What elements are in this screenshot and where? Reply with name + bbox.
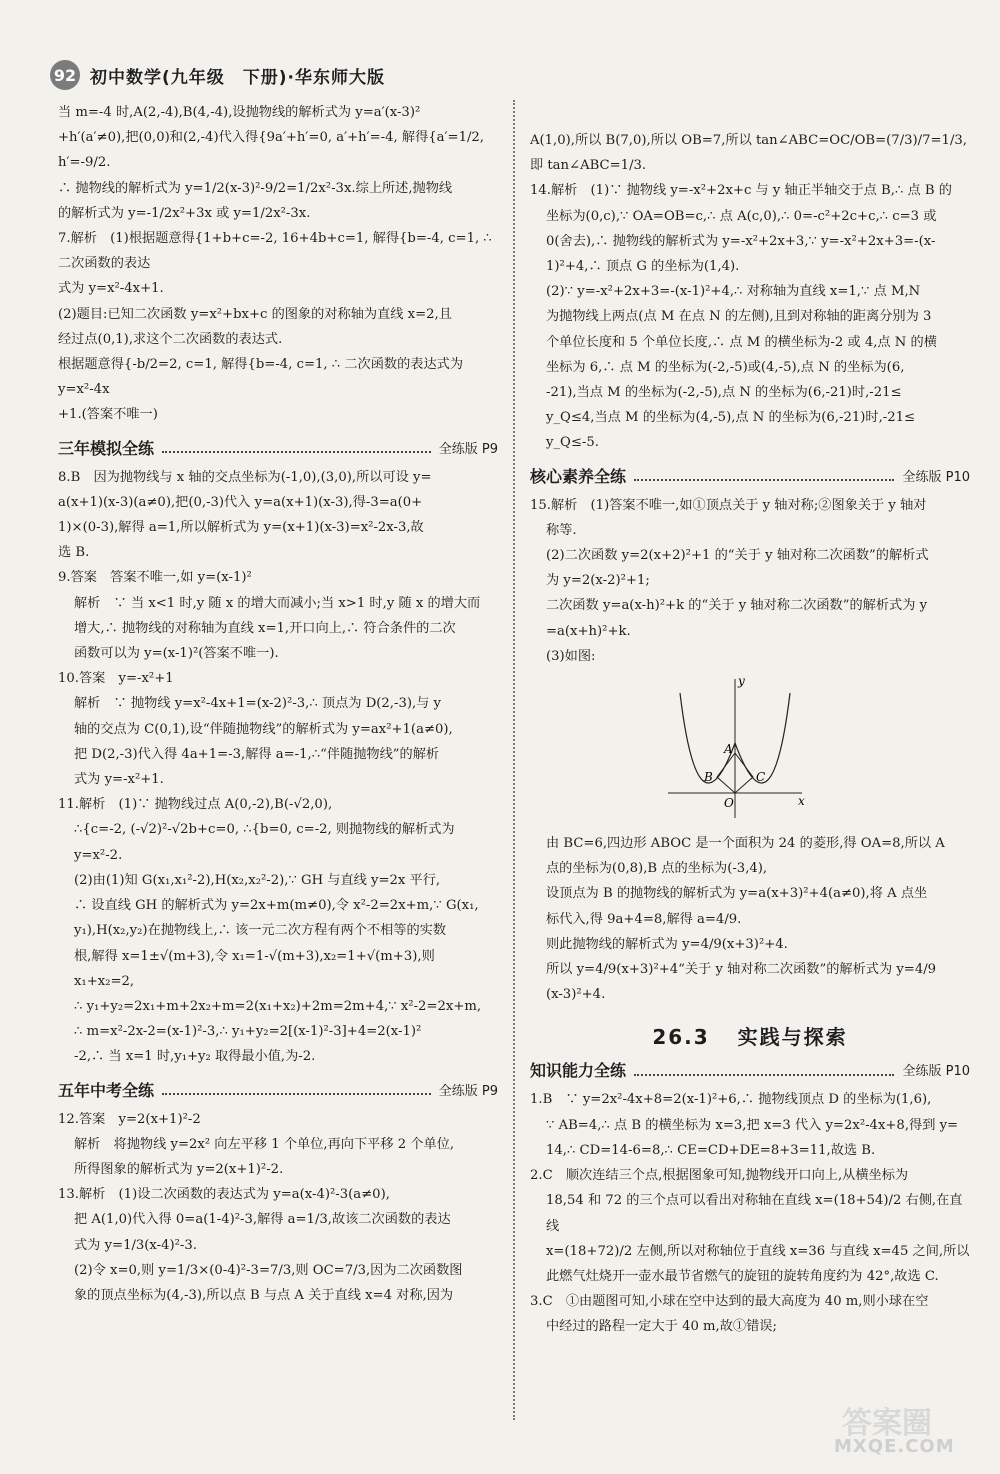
text-line: 选 B.: [58, 545, 90, 561]
text-line: -2,∴ 当 x=1 时,y₁+y₂ 取得最小值,为-2.: [74, 1049, 316, 1065]
text-line: 称等.: [546, 522, 577, 538]
text-line: (2)令 x=0,则 y=1/3×(0-4)²-3=7/3,则 OC=7/3,因为二次函数图: [74, 1262, 463, 1278]
section-dotted-rule: [634, 1064, 894, 1076]
chapter-number: 26.3: [652, 1025, 710, 1050]
text-line: (2)题目:已知二次函数 y=x²+bx+c 的图象的对称轴为直线 x=2,且: [58, 306, 452, 322]
text-line: 象的顶点坐标为(4,-3),所以点 B 与点 A 关于直线 x=4 对称,因为: [74, 1287, 454, 1303]
section-page-ref: 全练版 P9: [438, 1083, 498, 1099]
text-line: 18,54 和 72 的三个点可以看出对称轴在直线 x=(18+54)/2 右侧,在直线: [546, 1193, 963, 1234]
text-line: 点的坐标为(0,8),B 点的坐标为(-3,4),: [546, 861, 768, 877]
text-line: 坐标为(0,c),∵ OA=OB=c,∴ 点 A(c,0),∴ 0=-c²+2c+c,∴ c=3 或: [546, 208, 937, 224]
text-line: y_Q≤4,当点 M 的坐标为(4,-5),点 N 的坐标为(6,-21)时,-21≤: [546, 410, 916, 426]
text-line: 所得图象的解析式为 y=2(x+1)²-2.: [74, 1161, 284, 1177]
point-c-label: C: [756, 770, 766, 785]
text-line: 1)×(0-3),解得 a=1,所以解析式为 y=(x+1)(x-3)=x²-2x-3,故: [58, 520, 424, 536]
text-line: 9.答案 答案不唯一,如 y=(x-1)²: [58, 570, 252, 586]
text-line: 式为 y=1/3(x-4)²-3.: [74, 1237, 197, 1253]
text-line: 根,解得 x=1±√(m+3),令 x₁=1-√(m+3),x₂=1+√(m+3),则 x₁+x₂=2,: [74, 948, 439, 989]
text-line: 则此抛物线的解析式为 y=4/9(x+3)²+4.: [546, 936, 788, 952]
right-column: [530, 128, 970, 1340]
text-line: 解析 将抛物线 y=2x² 向左平移 1 个单位,再向下平移 2 个单位,: [74, 1136, 455, 1152]
section-dotted-rule: [162, 441, 431, 453]
section-page-ref: 全练版 P10: [902, 469, 970, 485]
text-line: 式为 y=-x²+1.: [74, 772, 164, 788]
text-line: a(x+1)(x-3)(a≠0),把(0,-3)代入 y=a(x+1)(x-3),得-3=a(0+: [58, 494, 423, 510]
text-line: 把 D(2,-3)代入得 4a+1=-3,解得 a=-1,∴“伴随抛物线”的解析: [74, 746, 440, 762]
column-divider: [513, 100, 515, 1420]
text-line: ∴ 设直线 GH 的解析式为 y=2x+m(m≠0),令 x²-2=2x+m,∵ G(x₁,: [74, 898, 479, 914]
text-line: 当 m=-4 时,A(2,-4),B(4,-4),设抛物线的解析式为 y=a′(x-3)²: [58, 105, 421, 120]
watermark-url: MXQE.COM: [834, 1436, 955, 1457]
text-line: 的解析式为 y=-1/2x²+3x 或 y=1/2x²-3x.: [58, 205, 311, 221]
page-header: [50, 58, 385, 92]
text-line: 10.答案 y=-x²+1: [58, 671, 174, 687]
text-line: 此燃气灶烧开一壶水最节省燃气的旋钮的旋转角度约为 42°,故选 C.: [546, 1268, 939, 1284]
chapter-heading: [530, 1021, 970, 1050]
section-title: 三年模拟全练: [58, 438, 155, 458]
text-line: +1.(答案不唯一): [58, 407, 158, 423]
text-line: (2)二次函数 y=2(x+2)²+1 的“关于 y 轴对称二次函数”的解析式: [546, 548, 929, 564]
text-line: ∴ y₁+y₂=2x₁+m+2x₂+m=2(x₁+x₂)+2m=2m+4,∵ x²-2=2x+m,: [74, 998, 482, 1014]
x-axis-label: x: [798, 794, 805, 809]
text-line: 所以 y=4/9(x+3)²+4“关于 y 轴对称二次函数”的解析式为 y=4/9: [546, 962, 937, 978]
text-line: ∴{c=-2, (-√2)²-√2b+c=0, ∴{b=0, c=-2, 则抛物线的解析式为 y=x²-2.: [74, 822, 459, 863]
text-line: 8.B 因为抛物线与 x 轴的交点坐标为(-1,0),(3,0),所以可设 y=: [58, 469, 432, 485]
text-line: +h′(a′≠0),把(0,0)和(2,-4)代入得{9a′+h′=0, a′+h′=-4, 解得{a′=1/2, h′=-9/2.: [58, 130, 489, 171]
text-line: (2)由(1)知 G(x₁,x₁²-2),H(x₂,x₂²-2),∵ GH 与直线 y=2x 平行,: [74, 872, 441, 888]
text-line: 中经过的路程一定大于 40 m,故①错误;: [546, 1319, 777, 1335]
text-line: 把 A(1,0)代入得 0=a(1-4)²-3,解得 a=1/3,故该二次函数的表达: [74, 1212, 451, 1228]
text-line: 3.C ①由题图可知,小球在空中达到的最大高度为 40 m,则小球在空: [530, 1294, 929, 1310]
page-number: 92: [50, 60, 80, 90]
section-title: 五年中考全练: [58, 1080, 155, 1100]
text-line: -21),当点 M 的坐标为(-2,-5),点 N 的坐标为(6,-21)时,-21≤: [546, 385, 902, 401]
section-heading: [530, 464, 970, 487]
text-line: ∴ 抛物线的解析式为 y=1/2(x-3)²-9/2=1/2x²-3x.综上所述,抛物线: [58, 180, 453, 196]
text-line: 0(舍去),∴ 抛物线的解析式为 y=-x²+2x+3,∵ y=-x²+2x+3=-(x-: [546, 233, 936, 249]
text-line: 标代入,得 9a+4=8,解得 a=4/9.: [546, 911, 742, 927]
text-line: 7.解析 (1)根据题意得{1+b+c=-2, 16+4b+c=1, 解得{b=-4, c=1, ∴ 二次函数的表达: [58, 231, 496, 272]
text-line: 解析 ∵ 当 x<1 时,y 随 x 的增大而减小;当 x>1 时,y 随 x 的增大而: [74, 595, 481, 611]
text-line: 经过点(0,1),求这个二次函数的表达式.: [58, 331, 283, 347]
parabola-figure: [660, 673, 810, 823]
text-line: 12.答案 y=2(x+1)²-2: [58, 1111, 201, 1127]
chapter-title: 实践与探索: [737, 1025, 848, 1050]
book-title: 初中数学(九年级 下册)·华东师大版: [90, 67, 385, 88]
left-column: [58, 100, 498, 1308]
section-page-ref: 全练版 P9: [438, 441, 498, 457]
point-b-label: B: [704, 770, 713, 785]
text-line: (2)∵ y=-x²+2x+3=-(x-1)²+4,∴ 对称轴为直线 x=1,∵ 点 M,N: [546, 284, 921, 300]
text-line: 设顶点为 B 的抛物线的解析式为 y=a(x+3)²+4(a≠0),将 A 点坐: [546, 886, 928, 902]
text-line: 为 y=2(x-2)²+1;: [546, 573, 650, 589]
text-line: 14.解析 (1)∵ 抛物线 y=-x²+2x+c 与 y 轴正半轴交于点 B,∴ 点 B 的: [530, 183, 952, 199]
section-heading: [58, 1078, 498, 1101]
text-line: 解析 ∵ 抛物线 y=x²-4x+1=(x-2)²-3,∴ 顶点为 D(2,-3),与 y: [74, 696, 442, 712]
section-heading: [58, 436, 498, 459]
watermark-text: 答案圈: [842, 1406, 932, 1441]
y-axis-label: y: [738, 674, 745, 689]
text-line: ∵ AB=4,∴ 点 B 的横坐标为 x=3,把 x=3 代入 y=2x²-4x+8,得到 y=: [546, 1117, 959, 1133]
section-page-ref: 全练版 P10: [902, 1064, 970, 1080]
text-line: 14,∴ CD=14-6=8,∴ CE=CD+DE=8+3=11,故选 B.: [546, 1142, 876, 1158]
text-line: ∴ m=x²-2x-2=(x-1)²-3,∴ y₁+y₂=2[(x-1)²-3]+4=2(x-1)²: [74, 1024, 422, 1040]
text-line: 2.C 顺次连结三个点,根据图象可知,抛物线开口向上,从横坐标为: [530, 1168, 909, 1184]
section-heading: [530, 1058, 970, 1081]
section-title: 核心素养全练: [530, 466, 627, 486]
text-line: 为抛物线上两点(点 M 在点 N 的左侧),且到对称轴的距离分别为 3: [546, 309, 932, 325]
text-line: (x-3)²+4.: [546, 987, 606, 1003]
text-line: 由 BC=6,四边形 ABOC 是一个面积为 24 的菱形,得 OA=8,所以 A: [546, 836, 945, 852]
text-line: 函数可以为 y=(x-1)²(答案不唯一).: [74, 646, 279, 662]
text-line: 11.解析 (1)∵ 抛物线过点 A(0,-2),B(-√2,0),: [58, 797, 333, 813]
section-dotted-rule: [634, 469, 894, 481]
text-line: 增大,∴ 抛物线的对称轴为直线 x=1,开口向上,∴ 符合条件的二次: [74, 620, 456, 636]
section-title: 知识能力全练: [530, 1061, 627, 1081]
text-line: 轴的交点为 C(0,1),设“伴随抛物线”的解析式为 y=ax²+1(a≠0),: [74, 721, 453, 737]
text-line: A(1,0),所以 B(7,0),所以 OB=7,所以 tan∠ABC=OC/OB=(7/3)/7=1/3,: [530, 133, 967, 148]
origin-label: O: [724, 796, 734, 811]
figure-container: [660, 673, 970, 827]
text-line: 13.解析 (1)设二次函数的表达式为 y=a(x-4)²-3(a≠0),: [58, 1187, 390, 1203]
text-line: 1.B ∵ y=2x²-4x+8=2(x-1)²+6,∴ 抛物线顶点 D 的坐标为(1,6),: [530, 1092, 932, 1108]
text-line: (3)如图:: [546, 648, 596, 664]
text-line: 坐标为 6,∴ 点 M 的坐标为(-2,-5)或(4,-5),点 N 的坐标为(6,: [546, 359, 905, 375]
text-line: =a(x+h)²+k.: [546, 623, 631, 639]
text-line: 根据题意得{-b/2=2, c=1, 解得{b=-4, c=1, ∴ 二次函数的表达式为 y=x²-4x: [58, 357, 468, 398]
text-line: y₁),H(x₂,y₂)在抛物线上,∴ 该一元二次方程有两个不相等的实数: [74, 923, 447, 939]
text-line: 1)²+4,∴ 顶点 G 的坐标为(1,4).: [546, 259, 740, 275]
watermark-logo: [822, 1394, 982, 1464]
point-a-label: A: [724, 742, 733, 757]
text-line: 式为 y=x²-4x+1.: [58, 281, 164, 297]
text-line: 即 tan∠ABC=1/3.: [530, 158, 647, 174]
text-line: x=(18+72)/2 左侧,所以对称轴位于直线 x=36 与直线 x=45 之间,所以: [546, 1243, 970, 1259]
text-line: 15.解析 (1)答案不唯一,如①顶点关于 y 轴对称;②图象关于 y 轴对: [530, 497, 927, 513]
text-line: 二次函数 y=a(x-h)²+k 的“关于 y 轴对称二次函数”的解析式为 y: [546, 598, 928, 614]
text-line: y_Q≤-5.: [546, 435, 599, 451]
section-dotted-rule: [162, 1083, 431, 1095]
text-line: 个单位长度和 5 个单位长度,∴ 点 M 的横坐标为-2 或 4,点 N 的横: [546, 334, 937, 350]
